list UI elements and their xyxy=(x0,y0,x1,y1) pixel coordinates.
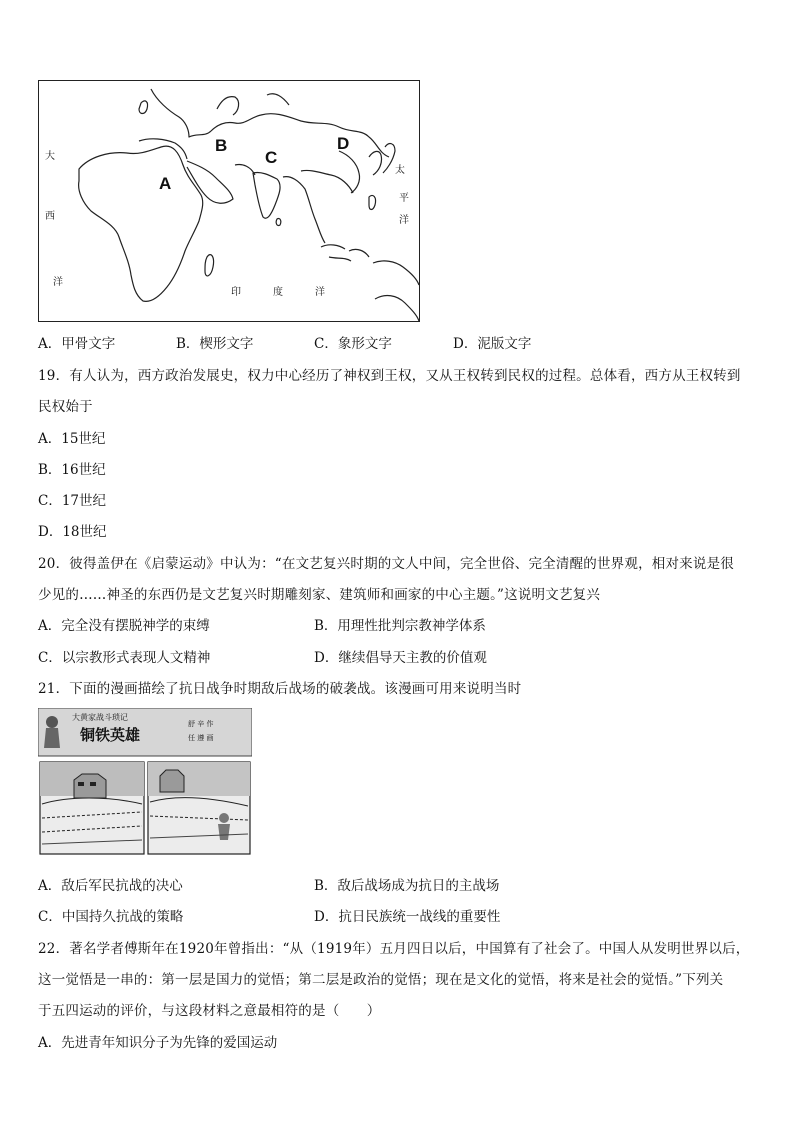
atlantic-label-1: 大 xyxy=(45,151,55,162)
comic-credit-1: 舒 辛 作 xyxy=(188,720,214,728)
pacific-label-2: 平 xyxy=(399,193,409,204)
q19-option-b: B．16世纪 xyxy=(38,462,106,478)
q20-stem-line2: 少见的……神圣的东西仍是文艺复兴时期雕刻家、建筑师和画家的中心主题。”这说明文艺复兴 xyxy=(38,587,601,603)
q18-option-c: C．象形文字 xyxy=(314,336,392,352)
q18-option-b: B．楔形文字 xyxy=(176,336,254,352)
atlantic-label-2: 西 xyxy=(45,211,55,222)
atlantic-label-3: 洋 xyxy=(53,277,63,288)
comic-subtitle: 大黄家战斗琐记 xyxy=(72,713,128,722)
q22-stem-line3: 于五四运动的评价，与这段材料之意最相符的是（ ） xyxy=(38,1003,381,1019)
map-outline xyxy=(39,81,421,323)
q19-option-c: C．17世纪 xyxy=(38,493,107,509)
q20-option-d: D．继续倡导天主教的价值观 xyxy=(314,650,487,666)
q22-stem-line1: 22．著名学者傅斯年在1920年曾指出：“从（1919年）五月四日以后，中国算有了社会了。中国人从发明世界以后， xyxy=(38,941,750,957)
war-comic-figure xyxy=(38,708,252,856)
q20-option-c: C．以宗教形式表现人文精神 xyxy=(38,650,211,666)
q20-option-b: B．用理性批判宗教神学体系 xyxy=(314,618,486,634)
q19-stem-line2: 民权始于 xyxy=(38,399,93,415)
pacific-label-3: 洋 xyxy=(399,215,409,226)
q21-stem: 21．下面的漫画描绘了抗日战争时期敌后战场的破袭战。该漫画可用来说明当时 xyxy=(38,681,522,697)
q20-stem-line1: 20．彼得盖伊在《启蒙运动》中认为：“在文艺复兴时期的文人中间，完全世俗、完全清醒的世界观，相对来说是很 xyxy=(38,556,734,572)
indian-label-1: 印 xyxy=(231,287,241,298)
q21-option-b: B．敌后战场成为抗日的主战场 xyxy=(314,878,500,894)
marker-d: D xyxy=(337,134,350,153)
marker-b: B xyxy=(215,136,228,155)
world-map-figure xyxy=(38,80,420,322)
comic-title: 铜铁英雄 xyxy=(80,726,141,744)
q19-option-a: A．15世纪 xyxy=(38,431,106,447)
q21-option-c: C．中国持久抗战的策略 xyxy=(38,909,184,925)
marker-c: C xyxy=(265,148,278,167)
pacific-label-1: 太 xyxy=(395,165,405,176)
comic-image xyxy=(38,708,252,856)
comic-credit-2: 任 遵 画 xyxy=(188,734,214,742)
q22-stem-line2: 这一觉悟是一串的：第一层是国力的觉悟；第二层是政治的觉悟；现在是文化的觉悟，将来是社会的觉悟。”下列关 xyxy=(38,972,724,988)
q21-option-a: A．敌后军民抗战的决心 xyxy=(38,878,183,894)
q18-option-a: A．甲骨文字 xyxy=(38,336,116,352)
q21-option-d: D．抗日民族统一战线的重要性 xyxy=(314,909,501,925)
indian-label-3: 洋 xyxy=(315,287,325,298)
q19-stem-line1: 19．有人认为，西方政治发展史，权力中心经历了神权到王权，又从王权转到民权的过程。总体看，西方从王权转到 xyxy=(38,368,741,384)
q22-option-a: A．先进青年知识分子为先锋的爱国运动 xyxy=(38,1035,278,1051)
q20-option-a: A．完全没有摆脱神学的束缚 xyxy=(38,618,210,634)
marker-a: A xyxy=(159,174,172,193)
indian-label-2: 度 xyxy=(273,287,283,298)
q18-option-d: D．泥版文字 xyxy=(453,336,532,352)
q19-option-d: D．18世纪 xyxy=(38,524,107,540)
